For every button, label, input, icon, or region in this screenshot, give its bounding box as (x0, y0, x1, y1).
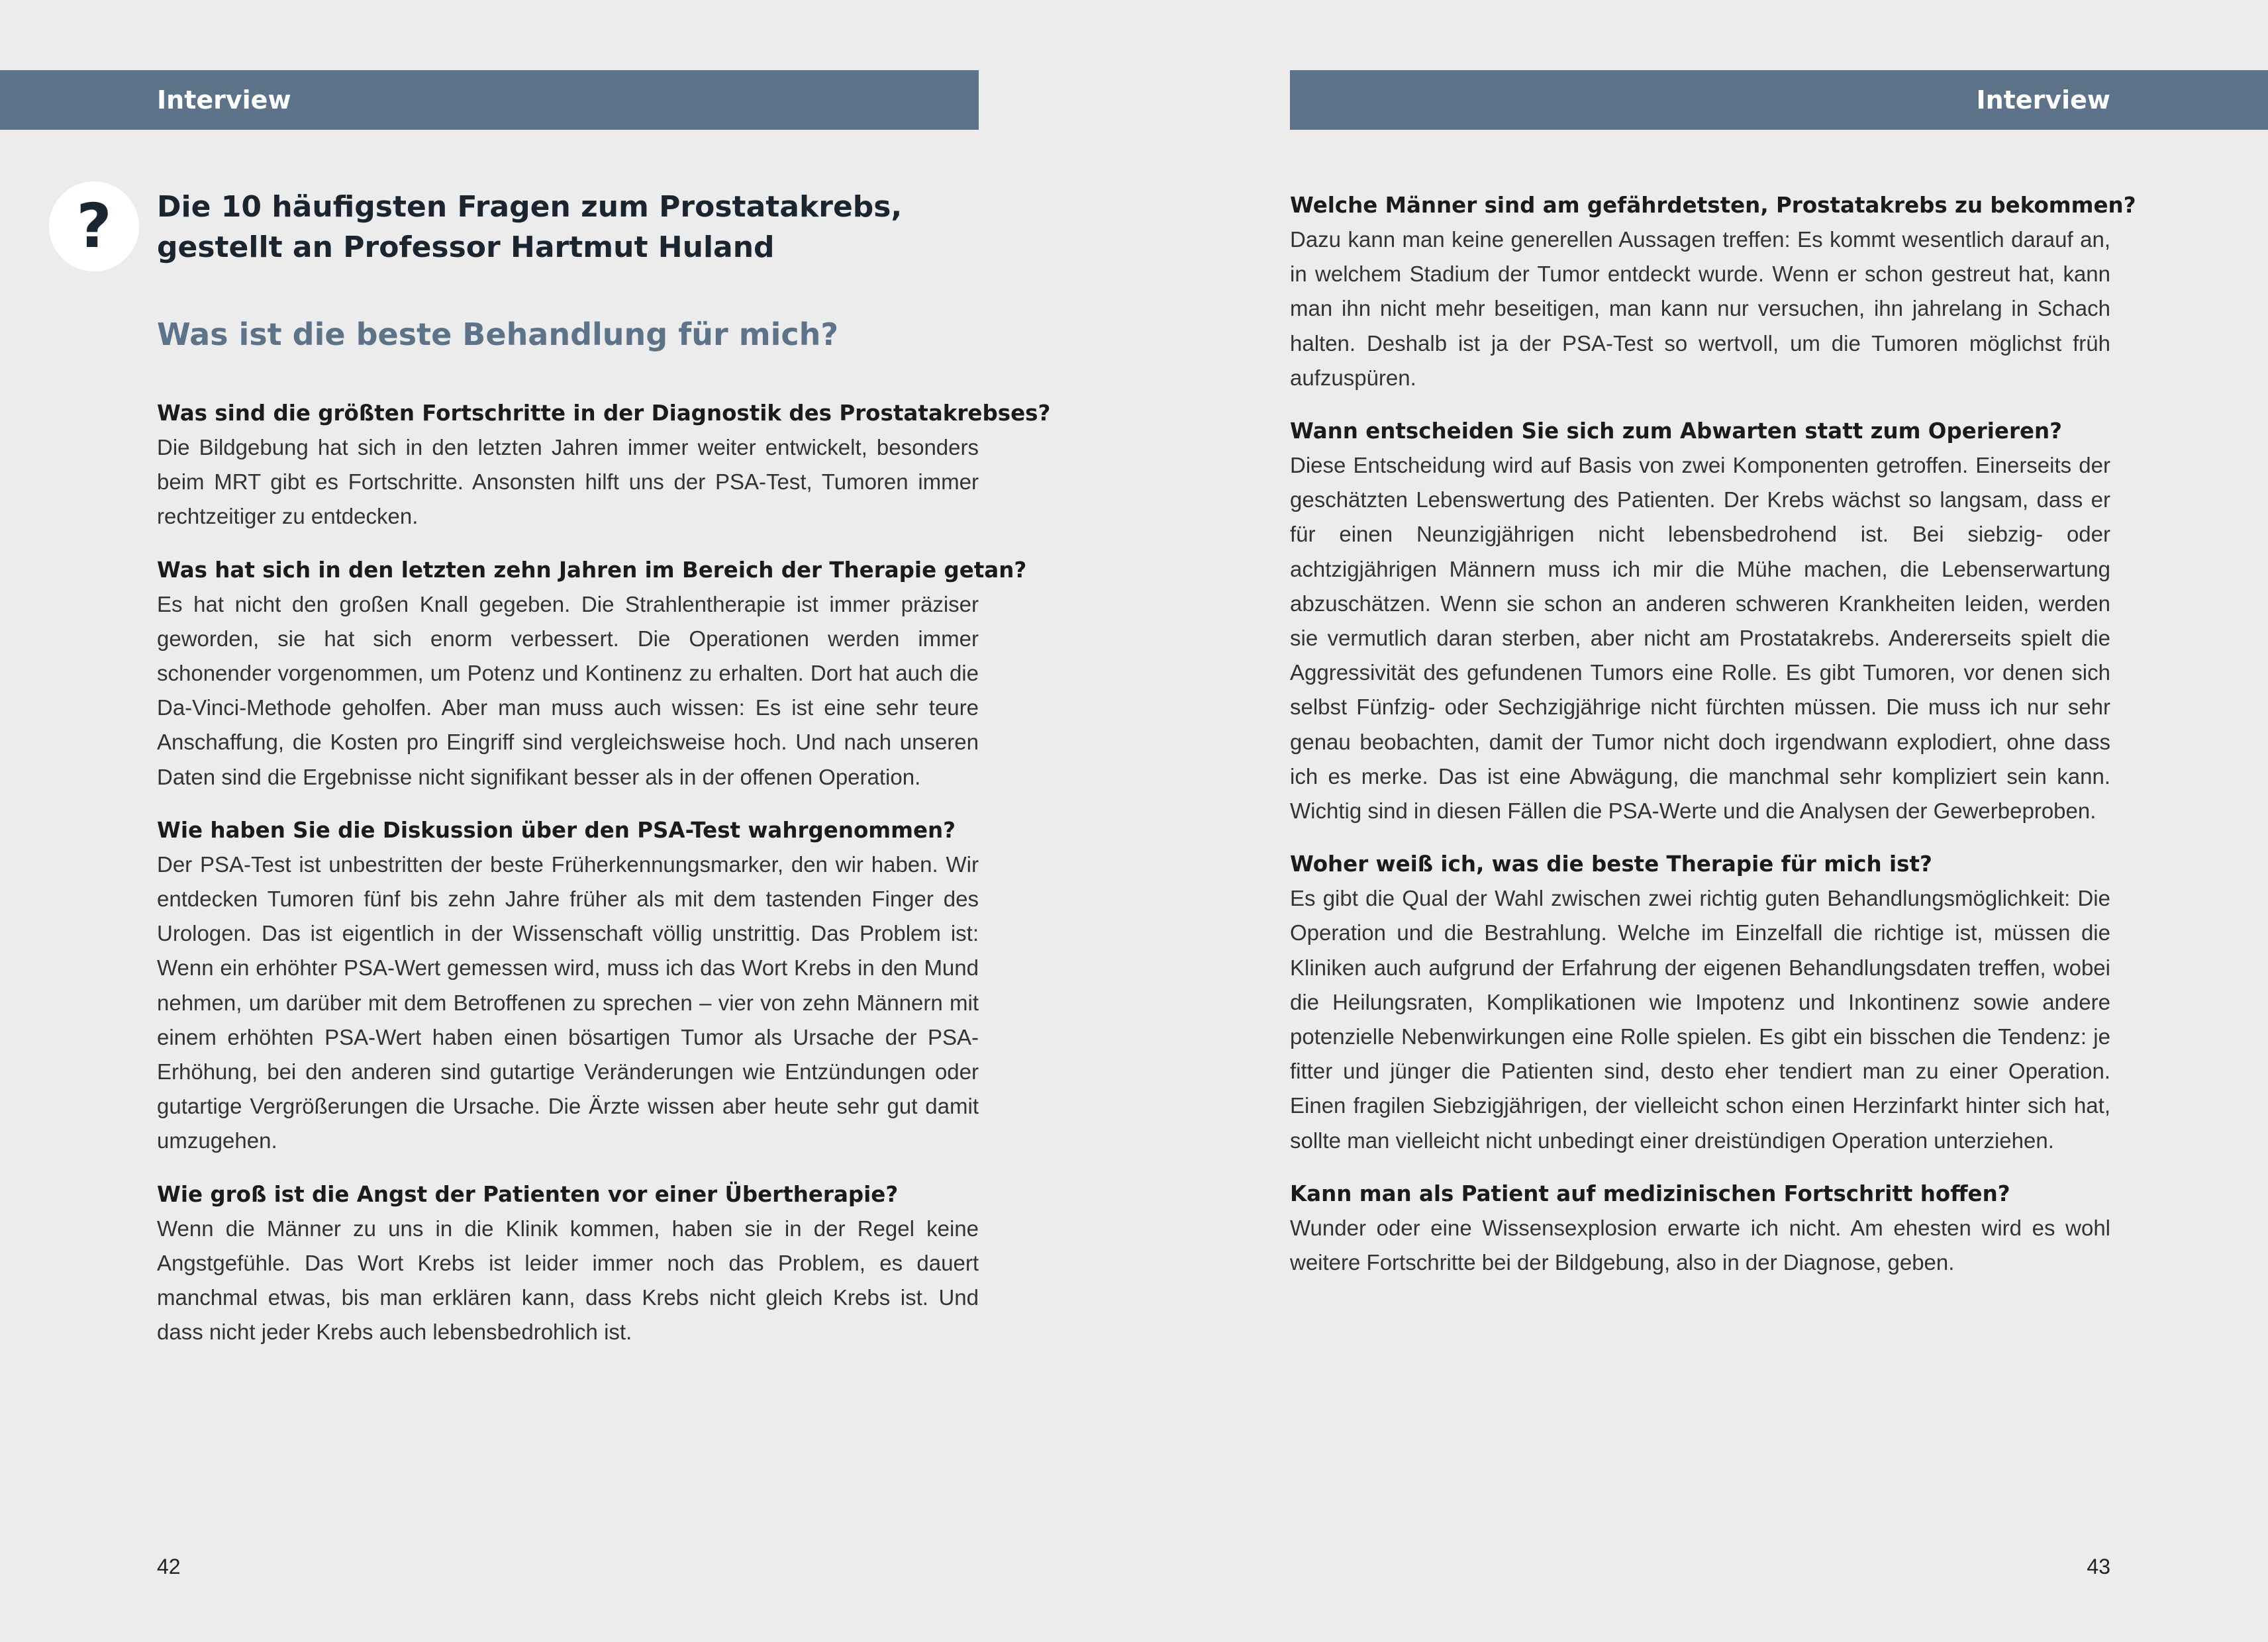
page-number-right: 43 (2087, 1555, 2110, 1578)
question: Wann entscheiden Sie sich zum Abwarten statt zum Operieren? (1290, 418, 2063, 444)
question: Was sind die größten Fortschritte in der Diagnostik des Prostatakrebses? (157, 401, 1051, 426)
question: Wie groß ist die Angst der Patienten vor einer Übertherapie? (157, 1181, 899, 1207)
answer: Die Bildgebung hat sich in den letzten Jahren immer weiter entwickelt, besonders beim MRT gibt es Fortschritte. Ansonsten hilft uns der PSA-Test, Tumoren immer rechtzeitiger zu entdecken. (157, 435, 979, 529)
section-subtitle: Was ist die beste Behandlung für mich? (157, 316, 839, 352)
qa-item (1290, 1177, 2110, 1280)
answer: Wunder oder eine Wissensexplosion erwarte ich nicht. Am ehesten wird es wohl weitere Fortschritte bei der Bildgebung, also in der Diagnose, geben. (1290, 1215, 2110, 1275)
qa-column-right (1290, 188, 2136, 1298)
answer: Es hat nicht den großen Knall gegeben. Die Strahlentherapie ist immer präziser geworden, sie hat sich enorm verbessert. Die Operationen werden immer schonender vorgenommen, um Potenz und Kontinenz zu erhalten. Dort hat auch die Da-Vinci-Methode geholfen. Aber man muss auch wissen: Es ist eine sehr teure Anschaffung, die Kosten pro Eingriff sind vergleichsweise hoch. Und nach unseren Daten sind die Ergebnisse nicht signifikant besser als in der offenen Operation. (157, 591, 979, 789)
qa-column-left (157, 396, 1051, 1368)
left-page (0, 0, 1051, 1642)
question-mark-icon: ? (49, 181, 139, 271)
question: Was hat sich in den letzten zehn Jahren im Bereich der Therapie getan? (157, 557, 1027, 583)
qa-item (157, 553, 1027, 795)
qa-item (157, 1177, 979, 1350)
answer: Wenn die Männer zu uns in die Klinik kommen, haben sie in der Regel keine Angstgefühle. Das Wort Krebs ist leider immer noch das Problem, es dauert manchmal etwas, bis man erklären kann, dass Krebs nicht gleich Krebs ist. Und dass nicht jeder Krebs auch lebensbedrohlich ist. (157, 1216, 979, 1345)
answer: Der PSA-Test ist unbestritten der beste Früherkennungsmarker, den wir haben. Wir entdecken Tumoren fünf bis zehn Jahre früher als mit dem tastenden Finger des Urologen. Das ist eigentlich in der Wissenschaft völlig unstrittig. Das Problem ist: Wenn ein erhöhter PSA-Wert gemessen wird, muss ich das Wort Krebs in den Mund nehmen, um darüber mit dem Betroffenen zu sprechen – vier von zehn Männern mit einem erhöhten PSA-Wert haben einen bösartigen Tumor als Ursache der PSA-Erhöhung, bei den anderen sind gutartige Veränderungen wie Entzündungen oder gutartige Vergrößerungen die Ursache. Die Ärzte wissen aber heute sehr gut damit umzugehen. (157, 851, 979, 1153)
answer: Diese Entscheidung wird auf Basis von zwei Komponenten getroffen. Einerseits der geschätzten Lebenswertung des Patienten. Der Krebs wächst so langsam, dass er für einen Neunzigjährigen nicht lebensbedrohend ist. Bei siebzig- oder achtzigjährigen Männern muss ich mir die Mühe machen, die Lebenserwartung abzuschätzen. Wenn sie schon an anderen schweren Krankheiten leiden, werden sie vermutlich daran sterben, aber nicht am Prostatakrebs. Andererseits spielt die Aggressivität des gefundenen Tumors eine Rolle. Es gibt Tumoren, vor denen sich selbst Fünfzig- oder Sechzigjährige nicht fürchten müssen. Die muss ich nur sehr genau beobachten, damit der Tumor nicht doch irgendwann explodiert, ohne dass ich es merke. Das ist eine Abwägung, die manchmal sehr kompliziert sein kann. Wichtig sind in diesen Fällen die PSA-Werte und die Analysen der Gewerbeproben. (1290, 453, 2110, 824)
page-number-left: 42 (157, 1555, 181, 1578)
page-title: Die 10 häufigsten Fragen zum Prostatakrebs, gestellt an Professor Hartmut Huland (157, 190, 903, 264)
header-bar-right: Interview (1290, 70, 2268, 130)
qa-item (157, 813, 979, 1159)
qa-item (157, 396, 1051, 534)
qa-item (1290, 847, 2110, 1158)
question: Wie haben Sie die Diskussion über den PSA-Test wahrgenommen? (157, 817, 956, 843)
answer: Es gibt die Qual der Wahl zwischen zwei richtig guten Behandlungsmöglichkeit: Die Operation und die Bestrahlung. Welche im Einzelfall die richtige ist, müssen die Kliniken auch aufgrund der Erfahrung der eigenen Behandlungsdaten treffen, wobei die Heilungsraten, Komplikationen wie Impotenz und Inkontinenz sowie andere potenzielle Nebenwirkungen eine Rolle spielen. Es gibt ein bisschen die Tendenz: je fitter und jünger die Patienten sind, desto eher tendiert man zu einer Operation. Einen fragilen Siebzigjährigen, der vielleicht schon einen Herzinfarkt hinter sich hat, sollte man vielleicht nicht unbedingt einer dreistündigen Operation unterziehen. (1290, 886, 2110, 1153)
qa-item (1290, 188, 2136, 395)
question: Kann man als Patient auf medizinischen Fortschritt hoffen? (1290, 1181, 2010, 1206)
qa-item (1290, 414, 2110, 828)
question: Woher weiß ich, was die beste Therapie für mich ist? (1290, 851, 1932, 877)
right-page (1290, 0, 2268, 1642)
answer: Dazu kann man keine generellen Aussagen treffen: Es kommt wesentlich darauf an, in welchem Stadium der Tumor entdeckt wurde. Wenn er schon gestreut hat, kann man ihn nicht mehr beseitigen, man kann nur versuchen, ihn jahrelang in Schach halten. Deshalb ist ja der PSA-Test so wertvoll, um die Tumoren möglichst früh aufzuspüren. (1290, 227, 2110, 390)
question: Welche Männer sind am gefährdetsten, Prostatakrebs zu bekommen? (1290, 193, 2136, 218)
header-bar-left: Interview (0, 70, 979, 130)
